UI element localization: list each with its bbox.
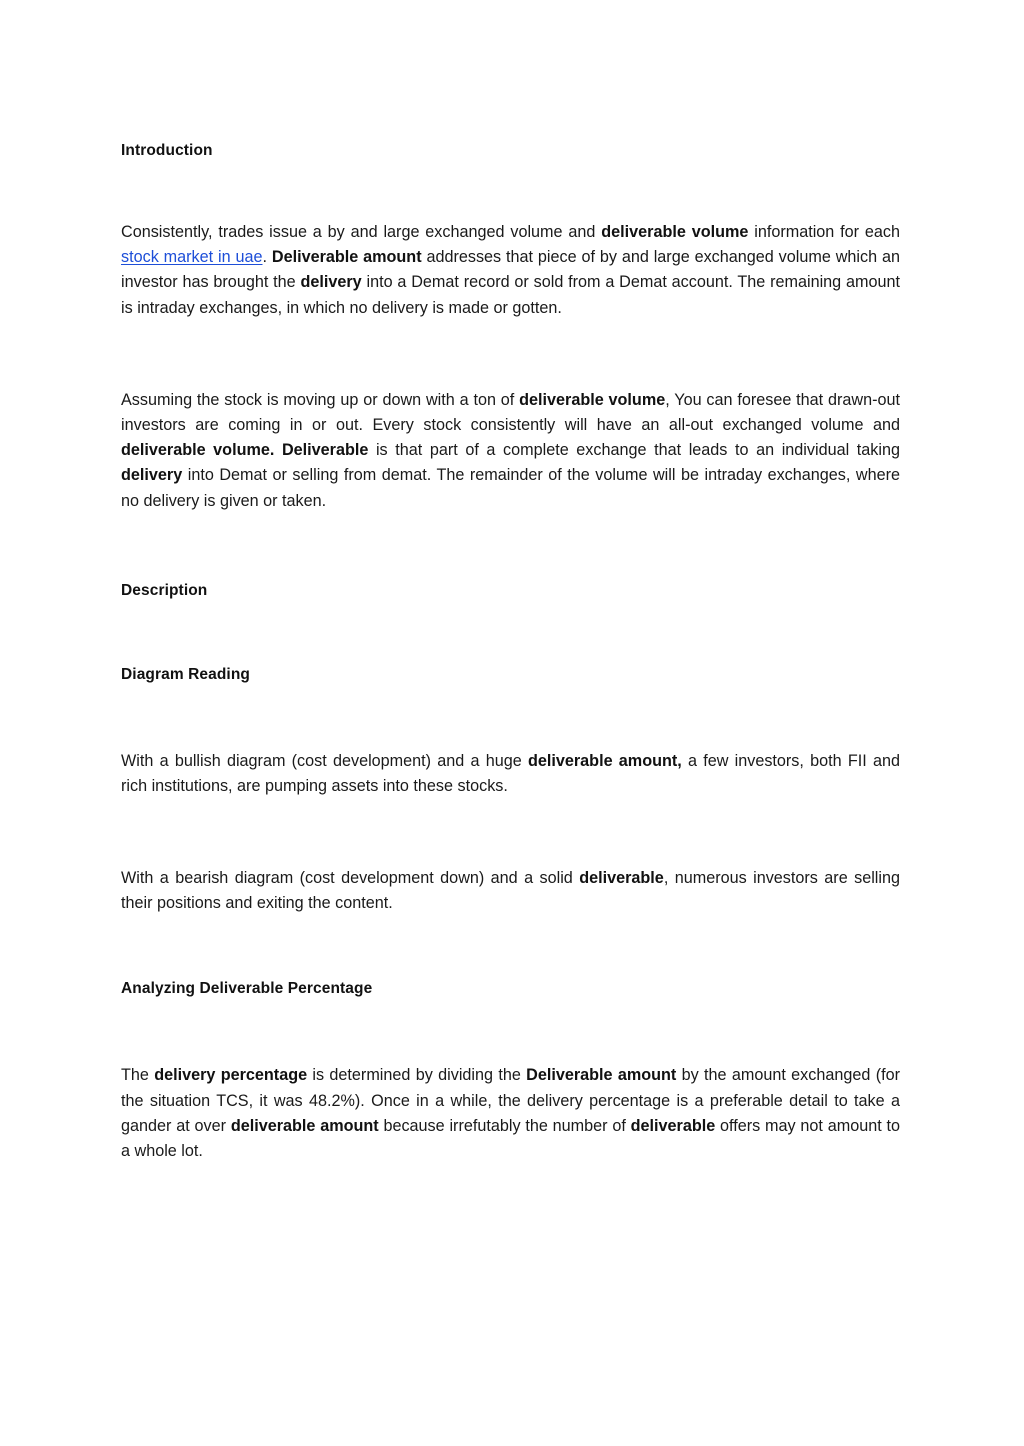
spacer [121, 162, 900, 220]
paragraph-delivery-percentage [121, 1063, 900, 1164]
text-run: because irrefutably the number of [378, 1116, 631, 1135]
emphasis-deliverable: deliverable [630, 1116, 716, 1135]
text-run: is that part of a complete exchange that leads to an individual taking [368, 441, 900, 460]
spacer [121, 916, 900, 979]
spacer [121, 321, 900, 388]
emphasis-deliverable-volume: deliverable volume [519, 390, 666, 409]
paragraph-introduction-1 [121, 220, 900, 321]
emphasis-deliverable-amount: deliverable amount, [527, 751, 682, 770]
emphasis-deliverable-amount: deliverable amount [230, 1116, 379, 1135]
text-run: information for each [748, 222, 900, 241]
heading-introduction: Introduction [121, 142, 213, 159]
text-run: , You can foresee that drawn-out investors are coming in or out. Every stock consistently will have an all-out exchanged volume and [121, 390, 900, 434]
spacer [121, 686, 900, 749]
spacer [121, 1000, 900, 1063]
emphasis-delivery: delivery [300, 273, 362, 292]
text-run: addresses that piece of by and large exchanged volume which an investor has brought the [121, 248, 900, 292]
heading-diagram-reading: Diagram Reading [121, 665, 250, 683]
spacer [121, 602, 900, 665]
text-run: With a bullish diagram (cost development) and a huge [121, 751, 528, 770]
text-run: into a Demat record or sold from a Demat account. The remaining amount is intraday exchanges, in which no delivery is made or gotten. [121, 273, 900, 317]
heading-analyzing-deliverable-percentage: Analyzing Deliverable Percentage [121, 980, 373, 998]
text-run: a few investors, both FII and rich institutions, are pumping assets into these stocks. [121, 751, 900, 795]
emphasis-delivery-percentage: delivery percentage [154, 1066, 308, 1085]
paragraph-introduction-2 [121, 388, 900, 514]
text-run: , numerous investors are selling their positions and exiting the content. [121, 869, 900, 913]
text-run: Consistently, trades issue a by and large exchanged volume and [121, 222, 602, 241]
text-run: into Demat or selling from demat. The remainder of the volume will be intraday exchanges, where no delivery is given or taken. [121, 466, 900, 510]
emphasis-deliverable-volume-deliverable: deliverable volume. Deliverable [121, 441, 369, 460]
text-run: is determined by dividing the [307, 1066, 527, 1085]
document-body [121, 141, 900, 1164]
emphasis-deliverable-volume: deliverable volume [601, 222, 749, 241]
spacer [121, 799, 900, 866]
emphasis-deliverable-amount: Deliverable amount [271, 248, 422, 267]
text-run: by the amount exchanged (for the situation TCS, it was 48.2%). Once in a while, the delivery percentage is a preferable detail to take a gander at over [121, 1066, 900, 1135]
paragraph-bullish-diagram [121, 749, 900, 799]
link-stock-market-in-uae[interactable]: stock market in uae [121, 248, 263, 267]
emphasis-deliverable-amount: Deliverable amount [526, 1066, 677, 1085]
text-run: Assuming the stock is moving up or down with a ton of [121, 390, 520, 409]
text-run: . [262, 248, 272, 267]
spacer [121, 514, 900, 581]
text-run: With a bearish diagram (cost development down) and a solid [121, 869, 580, 887]
text-run: The [121, 1066, 155, 1085]
heading-description: Description [121, 581, 208, 599]
emphasis-delivery: delivery [121, 466, 183, 485]
emphasis-deliverable: deliverable [579, 869, 664, 887]
text-run: offers may not amount to a whole lot. [121, 1116, 901, 1160]
paragraph-bearish-diagram [121, 866, 900, 916]
